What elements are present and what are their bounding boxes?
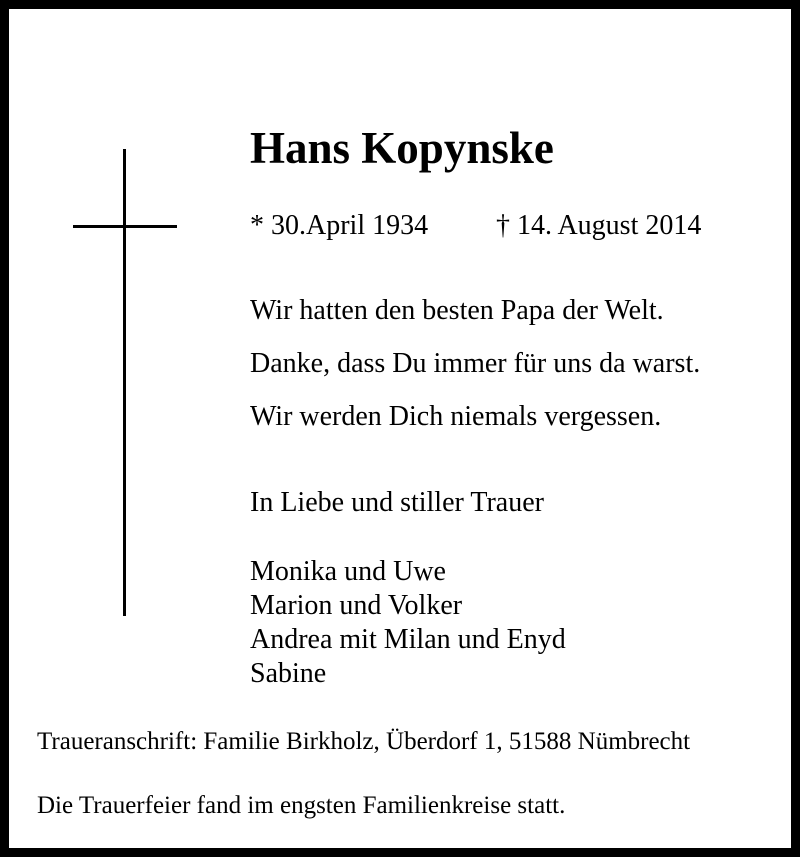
family-name-2: Marion und Volker — [250, 590, 463, 621]
cross-vertical-bar — [123, 149, 126, 616]
death-date: † 14. August 2014 — [496, 210, 702, 241]
message-line-2: Danke, dass Du immer für uns da warst. — [250, 348, 701, 379]
family-name-1: Monika und Uwe — [250, 556, 446, 587]
cross-horizontal-bar — [73, 225, 177, 228]
message-line-1: Wir hatten den besten Papa der Welt. — [250, 295, 664, 326]
birth-date: * 30.April 1934 — [250, 210, 429, 241]
address-line: Traueranschrift: Familie Birkholz, Überdorf 1, 51588 Nümbrecht — [37, 728, 691, 755]
mourning-phrase: In Liebe und stiller Trauer — [250, 487, 544, 518]
family-name-3: Andrea mit Milan und Enyd — [250, 624, 566, 655]
family-name-4: Sabine — [250, 658, 327, 689]
message-line-3: Wir werden Dich niemals vergessen. — [250, 401, 662, 432]
ceremony-line: Die Trauerfeier fand im engsten Familienkreise statt. — [37, 792, 566, 819]
deceased-name: Hans Kopynske — [250, 123, 554, 173]
